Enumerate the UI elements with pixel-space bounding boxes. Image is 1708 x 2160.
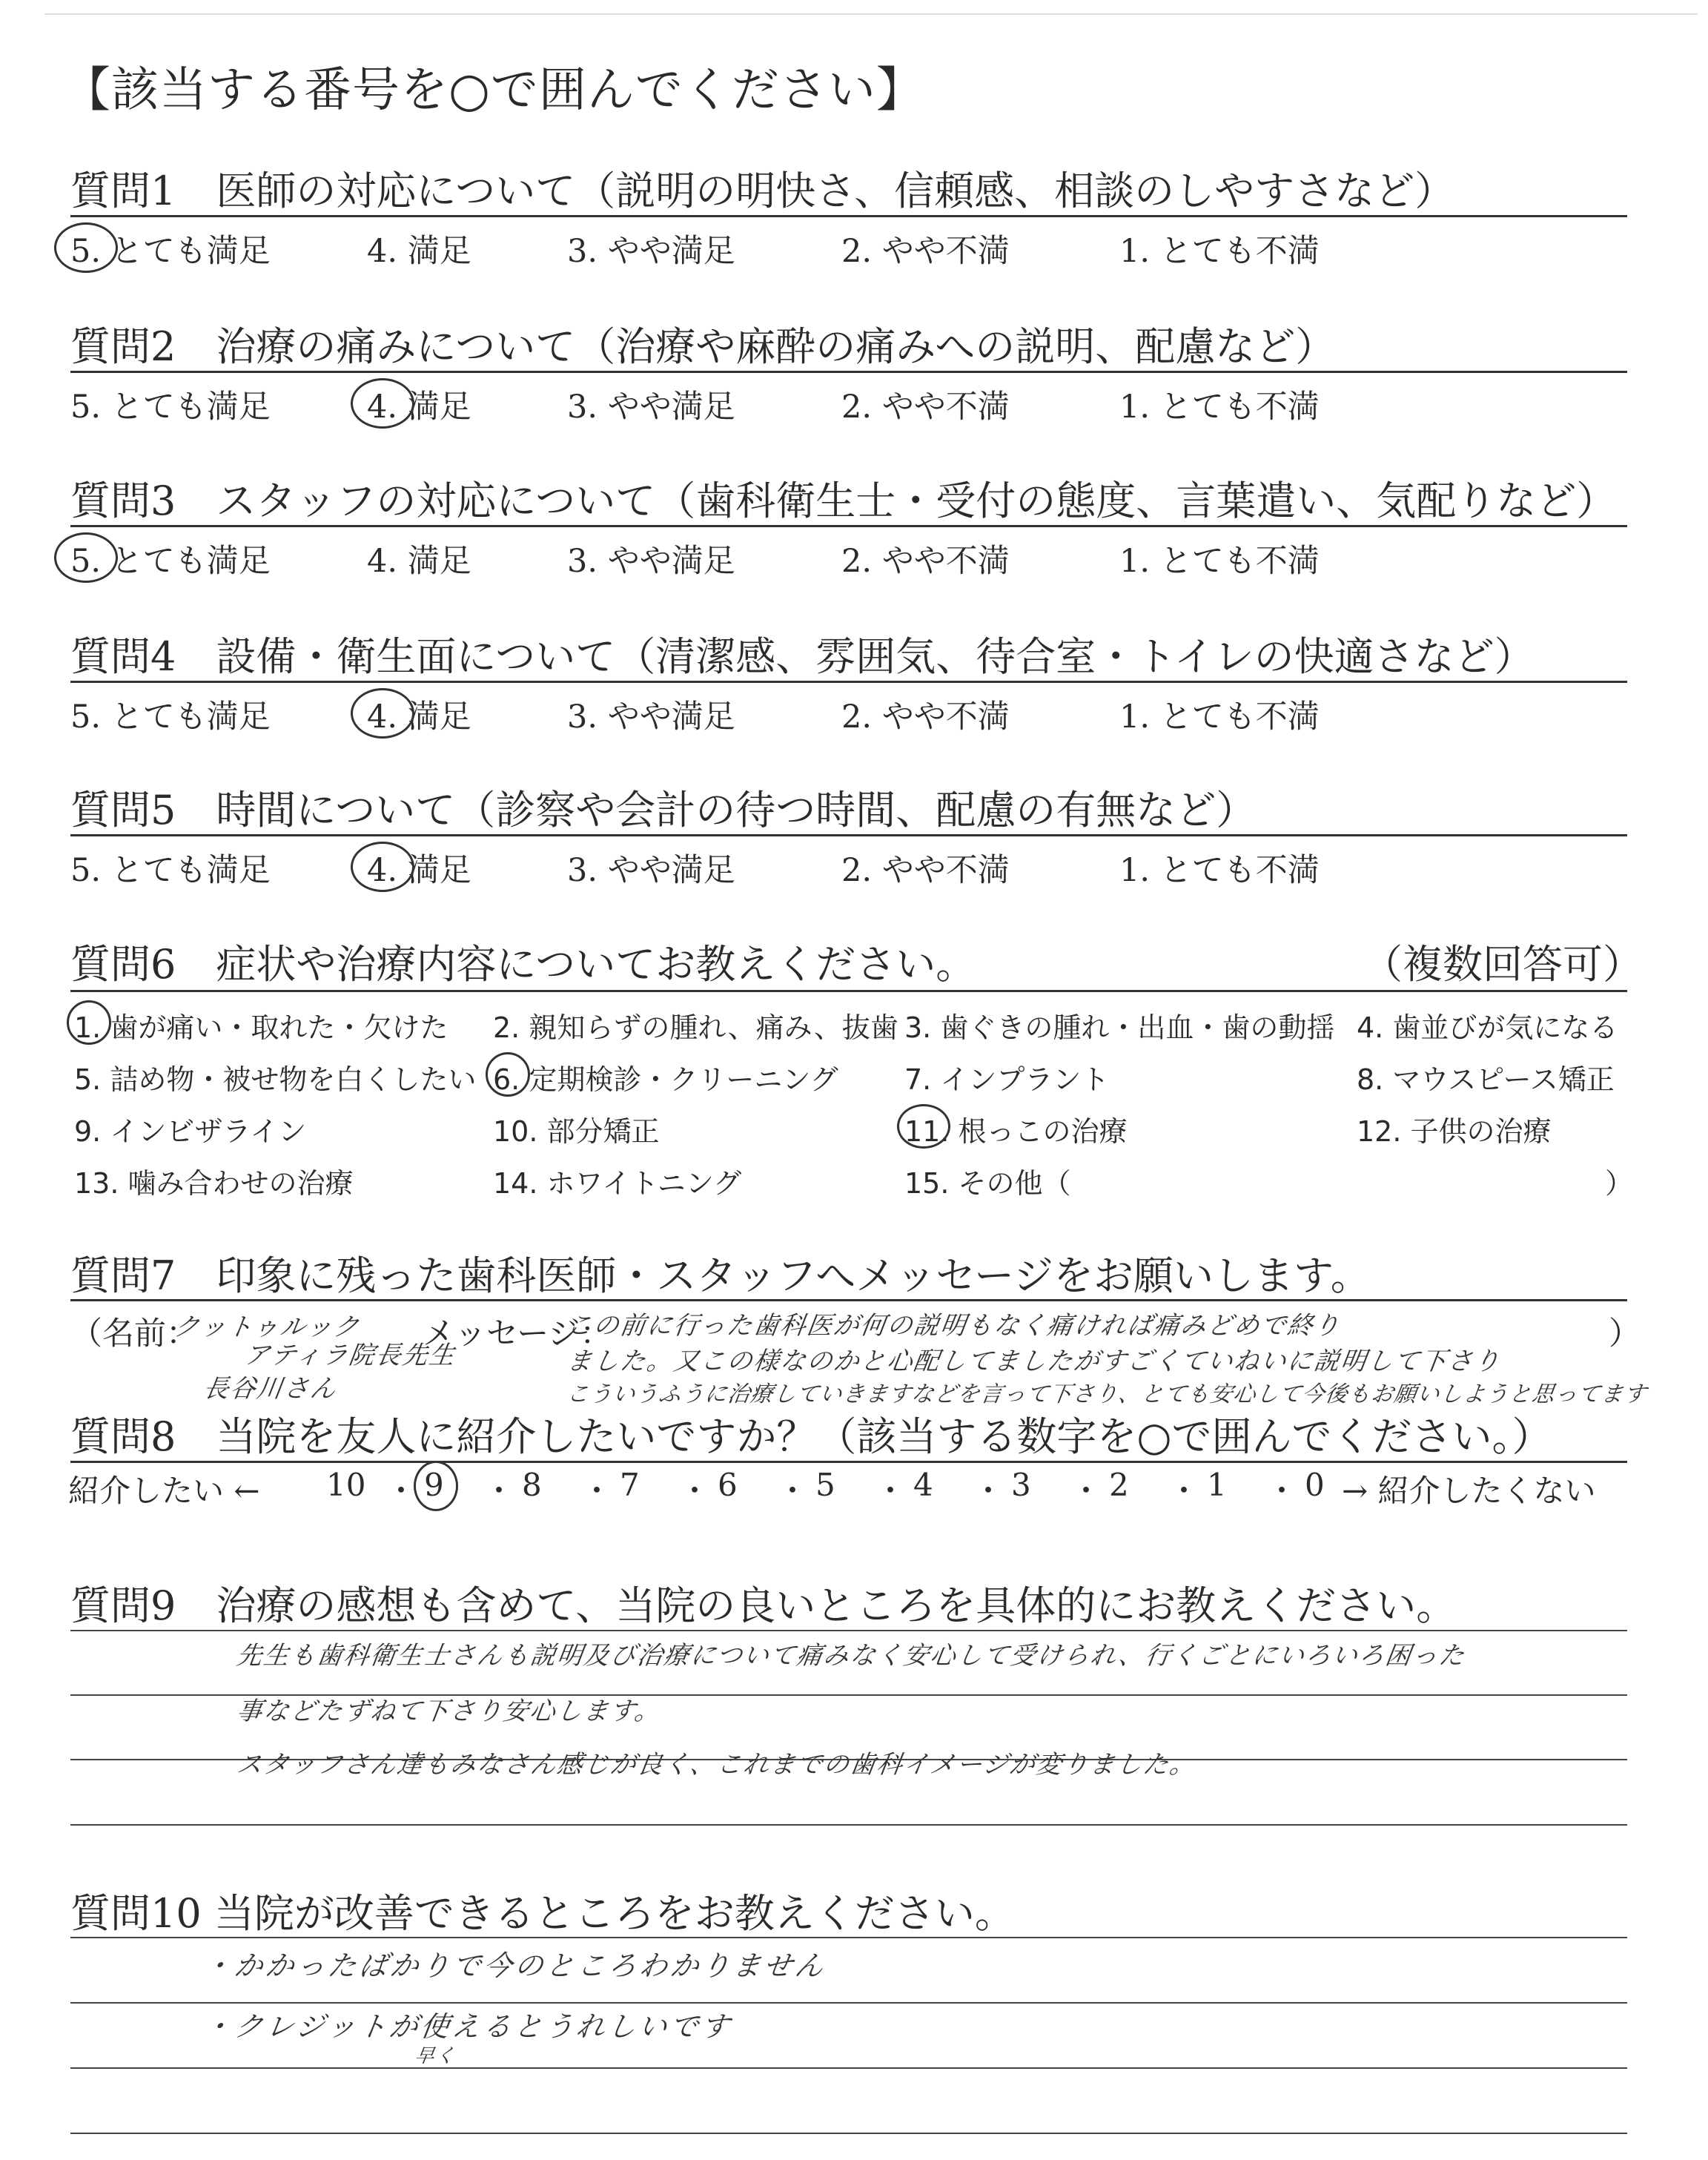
q3-option-5[interactable]: 5. とても満足 xyxy=(70,543,271,580)
q6-option-14[interactable]: 14. ホワイトニング xyxy=(493,1167,742,1200)
q7-title: 質問7 印象に残った歯科医師・スタッフへメッセージをお願いします。 xyxy=(70,1252,1371,1299)
q1-selection-circle xyxy=(54,222,118,273)
q3-selection-circle xyxy=(54,532,118,583)
q7-name-handwritten-2: アティラ院長先生 xyxy=(242,1341,458,1370)
q6-option-2[interactable]: 2. 親知らずの腫れ、痛み、抜歯 xyxy=(493,1011,898,1044)
q6-rule xyxy=(70,990,1627,992)
q5-option-1[interactable]: 1. とても不満 xyxy=(1119,852,1320,889)
q6-selection-circle xyxy=(67,1000,111,1045)
q9-handwritten-2: 事などたずねて下さり安心します。 xyxy=(234,1697,663,1726)
q8-scale-separator: ・ xyxy=(777,1473,809,1509)
q5-title: 質問5 時間について（診察や会計の待つ時間、配慮の有無など） xyxy=(70,787,1257,833)
q8-scale-separator: ・ xyxy=(973,1473,1004,1509)
q7-message-label: メッセージ： xyxy=(423,1315,612,1353)
q1-option-3[interactable]: 3. やや満足 xyxy=(567,233,735,270)
q5-option-2[interactable]: 2. やや不満 xyxy=(841,852,1010,889)
q8-scale-6[interactable]: 6 xyxy=(718,1467,738,1503)
q3-option-2[interactable]: 2. やや不満 xyxy=(841,543,1010,580)
q3-rule xyxy=(70,525,1627,527)
q8-rule xyxy=(70,1461,1627,1463)
page-heading: 【該当する番号を○で囲んでください】 xyxy=(63,63,924,118)
q1-option-5[interactable]: 5. とても満足 xyxy=(70,233,271,270)
q7-message-handwritten-1: この前に行った歯科医が何の説明もなく痛ければ痛みどめで終り xyxy=(564,1311,1343,1341)
q8-scale-2[interactable]: 2 xyxy=(1109,1467,1129,1503)
q8-title: 質問8 当院を友人に紹介したいですか？（該当する数字を○で囲んでください。） xyxy=(70,1413,1552,1460)
q2-option-4[interactable]: 4. 満足 xyxy=(367,389,471,426)
q9-handwritten-1: 先生も歯科衛生士さんも説明及び治療について痛みなく安心して受けられ、行くごとにいろいろ困った xyxy=(234,1641,1468,1671)
q6-selection-circle xyxy=(486,1052,530,1097)
q7-name-handwritten-3: 長谷川さん xyxy=(201,1374,340,1404)
q9-title: 質問9 治療の感想も含めて、当院の良いところを具体的にお教えください。 xyxy=(70,1582,1457,1629)
q10-handwritten-1: ・かかったばかりで今のところわかりません xyxy=(201,1949,829,1982)
q8-right-label: → 紹介したくない xyxy=(1342,1473,1596,1509)
q8-scale-3[interactable]: 3 xyxy=(1011,1467,1031,1503)
q4-option-2[interactable]: 2. やや不満 xyxy=(841,698,1010,736)
q6-option-8[interactable]: 8. マウスピース矯正 xyxy=(1357,1063,1615,1096)
q6-option-4[interactable]: 4. 歯並びが気になる xyxy=(1357,1011,1618,1044)
q3-title: 質問3 スタッフの対応について（歯科衛生士・受付の態度、言葉遣い、気配りなど） xyxy=(70,478,1617,524)
q6-other-close-paren: ） xyxy=(1605,1167,1634,1200)
q8-scale-10[interactable]: 10 xyxy=(326,1467,366,1503)
q8-scale-1[interactable]: 1 xyxy=(1207,1467,1227,1503)
q2-option-3[interactable]: 3. やや満足 xyxy=(567,389,735,426)
q4-option-4[interactable]: 4. 満足 xyxy=(367,698,471,736)
q3-option-3[interactable]: 3. やや満足 xyxy=(567,543,735,580)
q5-option-5[interactable]: 5. とても満足 xyxy=(70,852,271,889)
q4-rule xyxy=(70,681,1627,683)
q7-rule xyxy=(70,1299,1627,1301)
q1-option-2[interactable]: 2. やや不満 xyxy=(841,233,1010,270)
q6-option-9[interactable]: 9. インビザライン xyxy=(74,1115,307,1148)
q10-line-3 xyxy=(70,2067,1627,2069)
q6-option-7[interactable]: 7. インプラント xyxy=(904,1063,1110,1096)
q9-handwritten-3: スタッフさん達もみなさん感じが良く、これまでの歯科イメージが変りました。 xyxy=(234,1750,1199,1780)
q8-left-label: 紹介したい ← xyxy=(68,1473,260,1509)
q5-option-3[interactable]: 3. やや満足 xyxy=(567,852,735,889)
q1-title: 質問1 医師の対応について（説明の明快さ、信頼感、相談のしやすさなど） xyxy=(70,168,1455,214)
q4-title: 質問4 設備・衛生面について（清潔感、雰囲気、待合室・トイレの快適さなど） xyxy=(70,633,1535,680)
q6-title: 質問6 症状や治療内容についてお教えください。 xyxy=(70,941,976,988)
q2-title: 質問2 治療の痛みについて（治療や麻酔の痛みへの説明、配慮など） xyxy=(70,323,1336,370)
q5-rule xyxy=(70,834,1627,836)
q9-line-1 xyxy=(70,1630,1627,1631)
q6-option-11[interactable]: 11. 根っこの治療 xyxy=(904,1115,1128,1148)
q8-scale-separator: ・ xyxy=(1266,1473,1298,1509)
q8-scale-8[interactable]: 8 xyxy=(522,1467,542,1503)
q8-scale-0[interactable]: 0 xyxy=(1305,1467,1325,1503)
q7-close-paren: ） xyxy=(1609,1315,1641,1353)
q7-name-handwritten-1: クットゥルック xyxy=(171,1312,363,1342)
q7-message-handwritten-3: こういうふうに治療していきますなどを言って下さり、とても安心して今後もお願いしようと思ってます xyxy=(565,1381,1649,1407)
q4-option-1[interactable]: 1. とても不満 xyxy=(1119,698,1320,736)
q8-scale-separator: ・ xyxy=(1168,1473,1200,1509)
q8-scale-4[interactable]: 4 xyxy=(913,1467,933,1503)
q3-option-4[interactable]: 4. 満足 xyxy=(367,543,471,580)
q6-option-6[interactable]: 6. 定期検診・クリーニング xyxy=(493,1063,838,1096)
q8-selection-circle xyxy=(414,1461,458,1511)
q10-handwritten-2: ・クレジットが使えるとうれしいです xyxy=(201,2010,735,2043)
q8-scale-separator: ・ xyxy=(875,1473,907,1509)
q2-selection-circle xyxy=(351,378,414,429)
q9-line-4 xyxy=(70,1824,1627,1826)
q2-option-1[interactable]: 1. とても不満 xyxy=(1119,389,1320,426)
q5-option-4[interactable]: 4. 満足 xyxy=(367,852,471,889)
q6-option-3[interactable]: 3. 歯ぐきの腫れ・出血・歯の動揺 xyxy=(904,1011,1335,1044)
q10-line-1 xyxy=(70,1937,1627,1938)
q2-option-5[interactable]: 5. とても満足 xyxy=(70,389,271,426)
q6-note: （複数回答可） xyxy=(1363,941,1643,988)
q7-message-handwritten-2: ました。又この様なのかと心配してましたがすごくていねいに説明して下さり xyxy=(564,1347,1503,1376)
q8-scale-7[interactable]: 7 xyxy=(620,1467,640,1503)
q7-name-label: （名前： xyxy=(70,1315,198,1353)
q6-option-15[interactable]: 15. その他（ xyxy=(904,1167,1071,1200)
q3-option-1[interactable]: 1. とても不満 xyxy=(1119,543,1320,580)
q10-line-4 xyxy=(70,2133,1627,2134)
q6-option-5[interactable]: 5. 詰め物・被せ物を白くしたい xyxy=(74,1063,477,1096)
q8-scale-separator: ・ xyxy=(385,1473,417,1509)
q8-scale-separator: ・ xyxy=(679,1473,711,1509)
q8-scale-separator: ・ xyxy=(1070,1473,1102,1509)
page-top-border xyxy=(44,13,1698,15)
q6-option-12[interactable]: 12. 子供の治療 xyxy=(1357,1115,1552,1148)
q8-scale-5[interactable]: 5 xyxy=(815,1467,835,1503)
q2-option-2[interactable]: 2. やや不満 xyxy=(841,389,1010,426)
q10-title: 質問10 当院が改善できるところをお教えください。 xyxy=(70,1890,1015,1937)
q6-option-1[interactable]: 1. 歯が痛い・取れた・欠けた xyxy=(74,1011,448,1044)
q2-rule xyxy=(70,371,1627,373)
q4-option-5[interactable]: 5. とても満足 xyxy=(70,698,271,736)
q8-scale-9[interactable]: 9 xyxy=(424,1467,444,1503)
q6-option-13[interactable]: 13. 噛み合わせの治療 xyxy=(74,1167,354,1200)
q10-handwritten-3: 早く xyxy=(413,2045,458,2067)
q6-selection-circle xyxy=(897,1104,950,1149)
q6-option-10[interactable]: 10. 部分矯正 xyxy=(493,1115,660,1148)
q8-scale-separator: ・ xyxy=(483,1473,515,1509)
q4-option-3[interactable]: 3. やや満足 xyxy=(567,698,735,736)
q5-selection-circle xyxy=(351,842,414,892)
q1-option-1[interactable]: 1. とても不満 xyxy=(1119,233,1320,270)
q1-option-4[interactable]: 4. 満足 xyxy=(367,233,471,270)
q8-scale-separator: ・ xyxy=(581,1473,613,1509)
q1-rule xyxy=(70,215,1627,217)
q4-selection-circle xyxy=(351,688,414,739)
